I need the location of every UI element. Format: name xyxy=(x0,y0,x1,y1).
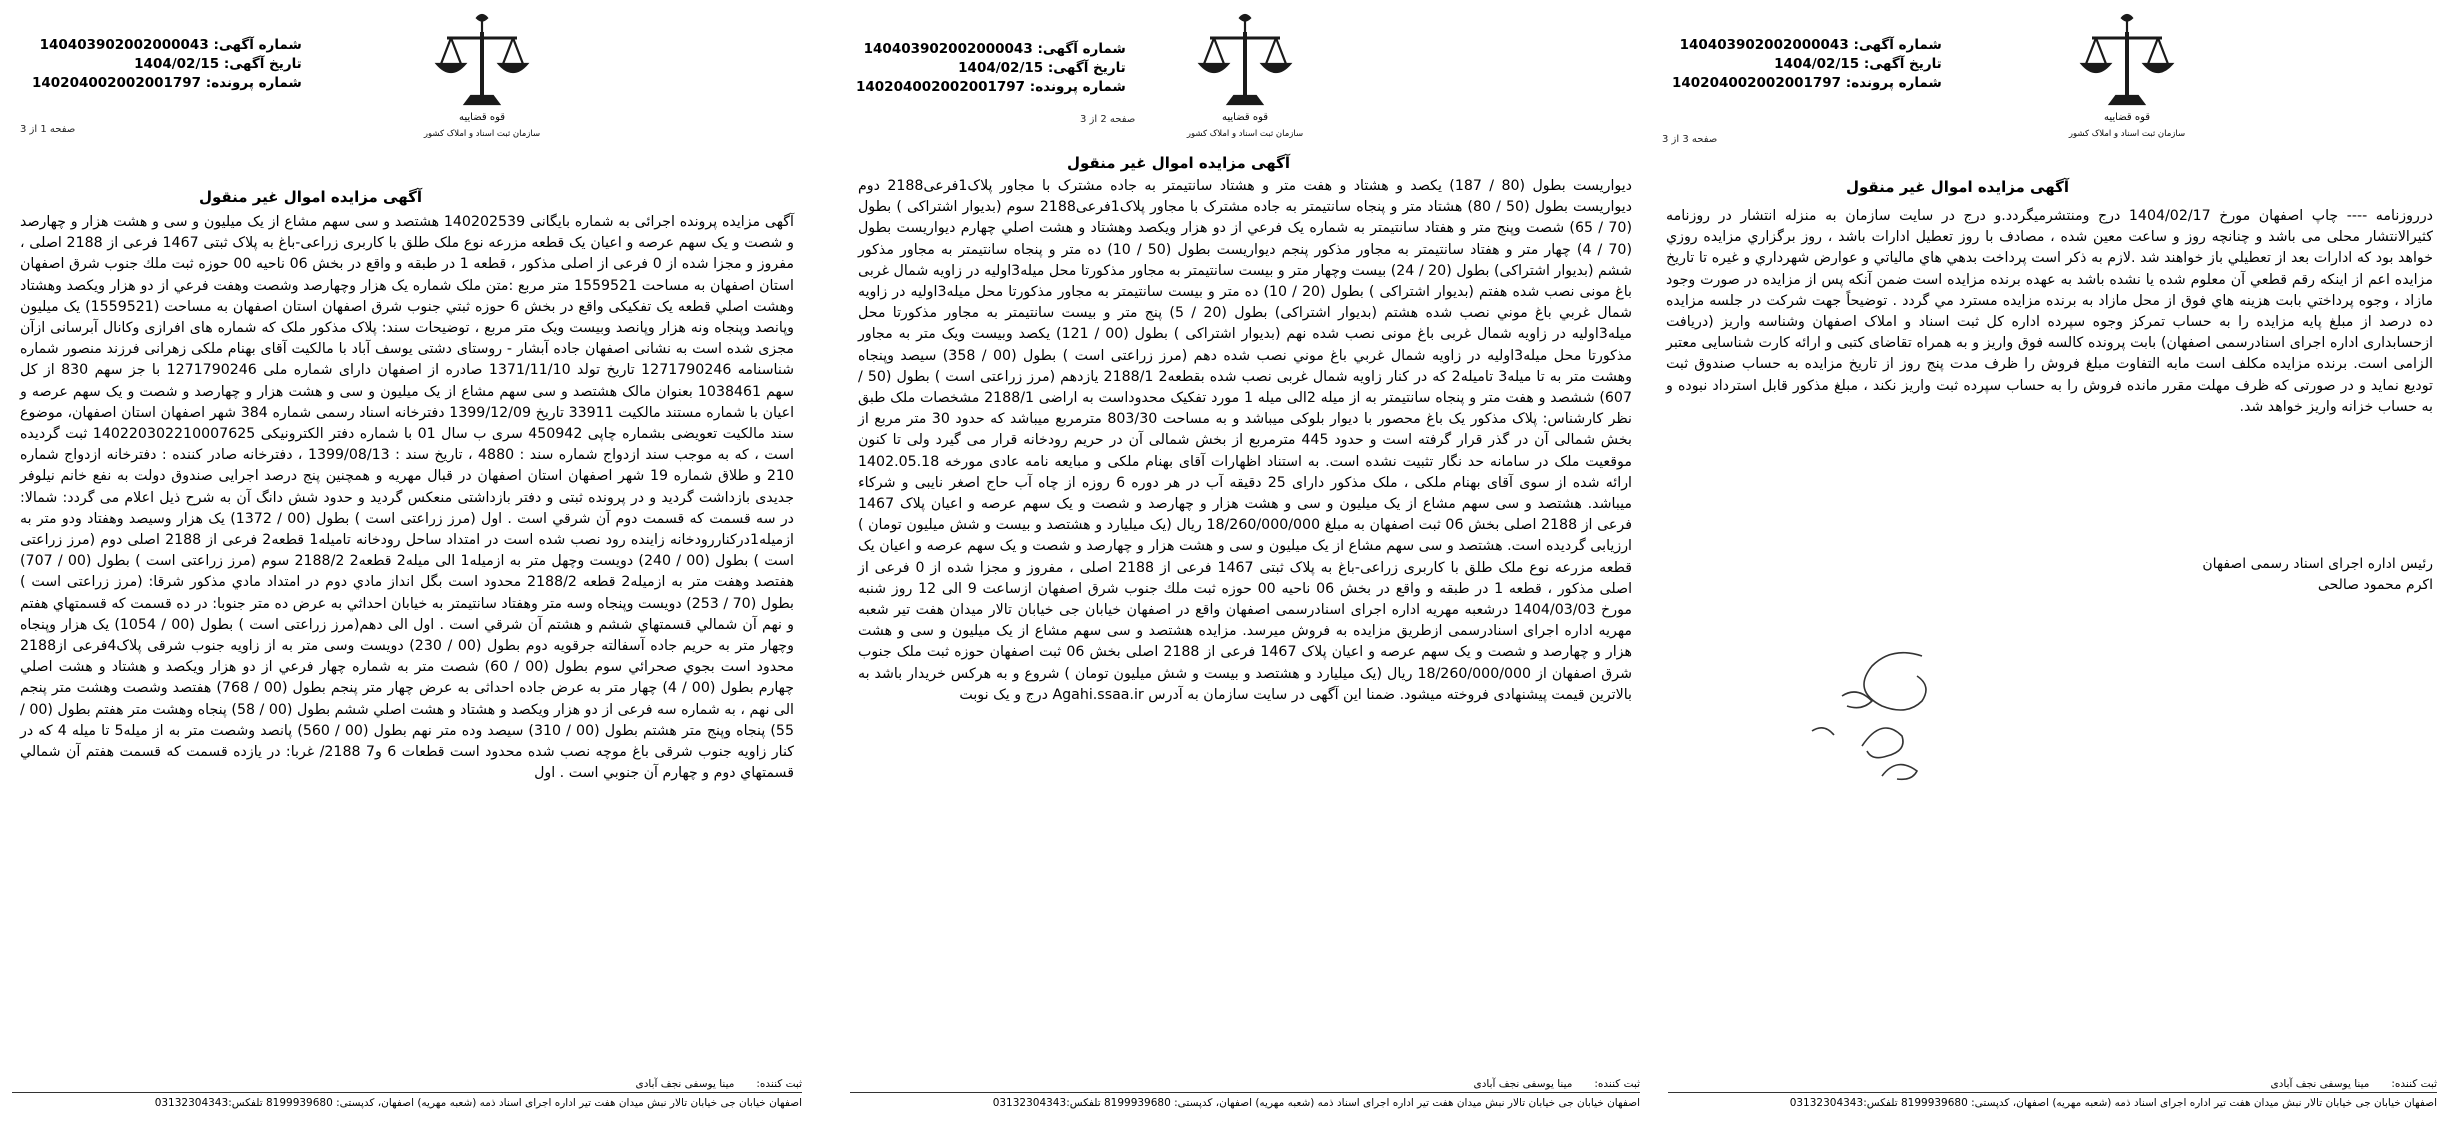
signatory-name: اکرم محمود صالحی xyxy=(2317,577,2433,593)
handwritten-signature xyxy=(1802,636,1972,786)
signatory xyxy=(2202,554,2433,596)
ad-page-2 xyxy=(850,6,1640,1126)
ad-date: 1404/02/15 xyxy=(134,56,220,72)
ad-body: دیواریست بطول (80 / 187) یکصد و هشتاد و هفت متر و هشتاد سانتیمتر به جاده مشترک با مجاور پلاک1فرعی2188 دوم دیواریست بطول (50 / 80) هشتاد متر و پنجاه سانتیمتر به جاده مشترک با مجاور پلاک1فرعی2188 سوم (بدیوار اشتراکی ) بطول (70 / 65) شصت وپنج متر و هفتاد سانتیمتر به شماره یک فرعي از دو هزار ويكصد وهشتاد و هشت اصلي چهارم دیواریست بطول (70 / 4) چهار متر و هفتاد سانتیمتر به مجاور مذکور پنجم دیواریست بطول (50 / 10) ده متر و پنجاه سانتیمتر به مجاور مذکور ششم (بدیوار اشتراکی) بطول (20 / 24) بیست وچهار متر و بیست سانتیمتر به مجاور مذکورتا محل میله3اولیه در زاویه شمال غربی باغ مونی نصب شده هفتم (بدیوار اشتراکی ) بطول (20 / 10) ده متر و بیست سانتیمتر به مجاور مذکورتا محل میله3اولیه در زاویه شمال غربي باغ موني نصب شده هشتم (بدیوار اشتراکی) بطول (20 / 5) پنج متر و بیست سانتیمتر به مجاور مذکورتا محل میله3اولیه در زاویه شمال غربی باغ مونی نصب شده نهم (بدیوار اشتراکی ) بطول (00 / 121) یکصد وبیست ویک متر به مجاور مذکورتا محل میله3اولیه در زاویه شمال غربي باغ موني نصب شده دهم (مرز زراعتی است ) بطول (00 / 358) سیصد وپنجاه وهشت متر به تا میله3 تامیله2 که در کنار زاویه شمال غربی نصب شده بقطعه2 2188/1 یازدهم (مرز زراعتی است ) بطول (50 / 607) ششصد و هفت متر و پنجاه سانتیمتر به از میله 2الی میله 1 مورد تفکیک محدوداست به اراضی 2188/1 مشخصات ملک طبق نظر کارشناس: پلاک مذکور یک باغ محصور با دیوار بلوکی میباشد و به مساحت 803/30 مترمربع میباشد که حدود 30 متر مربع از بخش شمالی آن در گذر قرار گرفته است و حدود 445 مترمربع از بخش شمالی آن در حریم رودخانه قرار می گیرد ولی تا کنون موقعیت ملک در سامانه حد نگار تثبیت نشده است. به استناد اظهارات آقای بهنام ملکی و مبایعه نامه عادی مورخه 1402.05.18 ارائه شده از سوی آقای بهنام ملکی ، ملک مذکور دارای 25 دقیقه آب در هر دوره 6 روزه از چاه آب حاج اصغر نایبی و شرکاء میباشد. هشتصد و سی سهم مشاع از یک میلیون و سی و هشت هزار و چهارصد و شصت و یک سهم عرصه و اعیان پلاک 1467 فرعی از 2188 اصلی بخش 06 ثبت اصفهان به مبلغ 18/260/000/000 ریال (یک میلیارد و هشتصد و بیست و شش میلیون تومان ) ارزیابی گردیده است. هشتصد و سی سهم مشاع از یک میلیون و سی و هشت هزار و چهارصد و شصت و یک سهم عرصه و اعیان یک قطعه مزرعه نوع ملک طلق با کاربری زراعی-باغ به پلاک ثبتی 1467 فرعی از 2188 اصلی ، مفروز و مجزا شده از 0 فرعی از اصلی مذکور ، قطعه 1 در طبقه و واقع در بخش 06 ناحیه 00 حوزه ثبت ملك جنوب شرق اصفهان ازساعت 9 الی 12 روز شنبه مورخ 1404/03/03 درشعبه مهریه اداره اجرای اسنادرسمی اصفهان واقع در اصفهان خیابان جی خیابان تالار میدان هفت تیر شعبه مهریه اداره اجرای اسنادرسمی ازطریق مزایده به فروش میرسد. مزایده هشتصد و سی سهم مشاع از یک میلیون و سی و هشت هزار و چهارصد و شصت و یک سهم عرصه و اعیان پلاک 1467 فرعی از 2188 اصلی بخش 06 ثبت اصفهان حوزه ثبت ملک جنوب شرق اصفهان از 18/260/000/000 ریال (یک میلیارد و هشتصد و بیست و شش میلیون تومان ) شروع و به هرکس خریدار باشد به بالاترین قیمت پیشنهادی فروخته میشود. ضمنا این آگهی در سایت سازمان به آدرس Agahi.ssaa.ir درج و یک نوبت xyxy=(858,178,1633,703)
file-number-label: شماره پرونده: xyxy=(205,75,302,91)
page-number: صفحه 1 از 3 xyxy=(20,124,76,135)
ad-date-label: تاریخ آگهی: xyxy=(1863,56,1942,72)
ad-body: آگهی مزایده پرونده اجرائی به شماره بایگانی 140202539 هشتصد و سی سهم مشاع از یک میلیون و سی و هشت هزار و چهارصد و شصت و یک سهم عرصه و اعیان یک قطعه مزرعه نوع ملک طلق با کاربری زراعی-باغ به پلاک ثبتی 1467 فرعی از 2188 اصلی ، مفروز و مجزا شده از 0 فرعی از اصلی مذکور ، قطعه 1 در طبقه و واقع در بخش 06 ناحیه 00 حوزه ثبت ملك جنوب شرق اصفهان استان اصفهان به مساحت 1559521 متر مربع :متن ملک شماره یک هزار وچهارصد وشصت وهفت فرعي از دو هزار ويكصد وهشتاد وهشت اصلي قطعه یک تفکیکی واقع در بخش 6 حوزه ثبتي جنوب شرق اصفهان استان اصفهان به مساحت (1559521) یک میلیون وپانصد وپنجاه ونه هزار وپانصد وبیست ویک متر مربع ، توضیحات سند: پلاک مذکور ملک که شماره های افرازی وکانال آبرسانی ازآن مجزی شده است به نشانی اصفهان جاده آبشار - روستای دشتی یوسف آباد با مالکیت آقای بهنام ملکی زهرانی فرزند منصور شماره شناسنامه 1271790246 تاریخ تولد 1371/11/10 صادره از اصفهان دارای شماره ملی 1271790246 با جز سهم 830 از کل سهم 1038461 بعنوان مالک هشتصد و سی سهم مشاع از یک میلیون و سی و هشت هزار و چهارصد و شصت و یک سهم عرصه و اعیان با شماره مستند مالکیت 33911 تاریخ 1399/12/09 دفترخانه اسناد رسمی شماره 384 شهر اصفهان استان اصفهان، موضوع سند مالکیت تعویضی بشماره چاپی 450942 سری ب سال 01 با شماره دفتر الکترونیکی 140220302210007625 ثبت گردیده است ، که به موجب سند ازدواج شماره سند : 4880 ، تاریخ سند : 1399/08/13 ، دفترخانه صادر کننده : دفترخانه ازدواج شماره 210 و طلاق شماره 19 شهر اصفهان استان اصفهان در قبال مهریه و همچنین پنج درصد اجرایی صندوق دولت به نفع خانم نیلوفر جدیدی بازداشت گردید و در پرونده ثبتی و دفتر بازداشتی منعکس گردید و حدود شش دانگ آن به شرح ذیل اعلام می گردد: شمالا: در سه قسمت که قسمت دوم آن شرقي است . اول (مرز زراعتی است ) بطول (00 / 1372) یک هزار وسیصد وهفتاد ودو متر به ازمیله1درکناررودخانه زاینده رود نصب شده است در امتداد ساحل رودخانه تامیله1 قطعه2 فرعی از 2188 اصلی دوم (مرز زراعتی است ) بطول (00 / 240) دویست وچهل متر به ازمیله1 الی میله2 قطعه2 2188/2 سوم (مرز زراعتی است ) بطول (00 / 707) هفتصد وهفت متر به ازمیله2 قطعه 2188/2 محدود است بگل انداز مادي دوم در امتداد مادي مذكور شرقا: (مرز زراعتی است ) بطول (70 / 253) دویست وپنجاه وسه متر وهفتاد سانتیمتر به خیابان احداثي به عرض ده متر جنوبا: در ده قسمت كه قسمتهاي هفتم و نهم آن شمالي قسمتهاي ششم و هشتم آن شرقي است . اول الی دهم(مرز زراعتی است ) بطول (00 / 1054) یک هزار وپنجاه وچهار متر به حریم جاده آسفالته جرقویه دوم بطول (00 / 230) دویست وسی متر به از زاویه جنوب شرقی پلاک4فرعی از2188 محدود است بجوي صحرائي سوم بطول (00 / 60) شصت متر به شماره چهار فرعي از دو هزار ويكصد و هشتاد و هشت اصلي چهارم بطول (00 / 4) چهار متر به عرض جاده احداثی به عرض چهار متر پنجم بطول (00 / 768) هفتصد وشصت وهشت متر پنجم الی نهم ، به شماره سه فرعی از دو هزار ويكصد و هشتاد و هشت اصلي ششم بطول (00 / 58) پنجاه وهشت متر هفتم بطول (00 / 55) پنجاه وپنج متر هشتم بطول (00 / 310) سیصد وده متر نهم بطول (00 / 560) پانصد وشصت متر به از میله5 تا میله 4 که در کنار زاویه جنوب شرقی باغ موچه نصب شده محدود است قطعات 6 و7 2188/ غربا: در يازده قسمت كه قسمت هفتم آن شمالي قسمتهاي دوم و چهارم آن جنوبي است . اول xyxy=(20,214,795,782)
ad-date: 1404/02/15 xyxy=(958,60,1044,76)
registrar-name: مینا یوسفی نجف آبادی xyxy=(1473,1078,1573,1090)
office-address: اصفهان خیابان جی خیابان تالار نبش میدان هفت تیر اداره اجرای اسناد ذمه (شعبه مهریه) اصفهان، کدپستی: 8199939680 تلفکس:03132304343 xyxy=(850,1092,1640,1111)
ad-title: آگهی مزایده اموال غیر منقول xyxy=(1845,178,2069,196)
ad-number-label: شماره آگهی: xyxy=(213,37,302,53)
page-number: صفحه 3 از 3 xyxy=(1662,134,1718,145)
file-number-label: شماره پرونده: xyxy=(1845,75,1942,91)
registrar-name: مینا یوسفی نجف آبادی xyxy=(635,1078,735,1090)
registrar-name: مینا یوسفی نجف آبادی xyxy=(2270,1078,2370,1090)
judiciary-emblem-icon xyxy=(1180,12,1310,142)
svg-text:قوه قضاییه: قوه قضاییه xyxy=(458,112,506,123)
file-number: 140204002002001797 xyxy=(32,75,202,91)
ad-number-label: شماره آگهی: xyxy=(1853,37,1942,53)
registrar-label: ثبت کننده: xyxy=(756,1078,802,1090)
ad-number-label: شماره آگهی: xyxy=(1037,41,1126,57)
ad-body: درروزنامه ---- چاپ اصفهان مورخ 1404/02/17 درج ومنتشرمیگردد.و درج در سایت سازمان به منزله انتشار در روزنامه کثیرالانتشار محلی می باشد و چنانچه روز و ساعت معین شده ، مصادف با روز تعطیل ادارات باشد ، روز برگزاري مزايده روزي خواهد بود كه ادارات بعد از تعطیلي باز خواهند شد .لازم به ذكر است پرداخت بدهي هاي مالیاتي و عوارض شهرداري و غیره تا تاريخ مزايده اعم از اينكه رقم قطعي آن معلوم شده يا نشده باشد به عهده برنده مزايده است ضمن آنكه پس از مزايده در صورت وجود مازاد ، وجوه پرداختي بابت هزينه هاي فوق از محل مازاد به برنده مزايده مسترد مي گردد . توضیحاً جهت شرکت در جلسه مزایده ده درصد از مبلغ پایه مزایده را به حساب تمرکز وجوه سپرده اداره کل ثبت اسناد و املاک اصفهان وشناسه واریز (دریافت ازحسابداری اداره اجرای اسنادرسمی اصفهان) بابت پرونده کالسه فوق واریز و به همراه تقاضای کتبی و ارائه کارت شناسایی معتبر الزامی است. برنده مزایده مکلف است مابه التفاوت مبلغ فروش را ظرف مدت پنج روز از تاریخ مزایده به حساب صندوق ثبت تودیع نماید و در صورتی که ظرف مهلت مقرر مانده فروش را به حساب سپرده ثبت واریز نکند ، مبلغ مذکور قابل استرداد نبوده و به حساب خزانه واریز خواهد شد. xyxy=(1666,208,2433,415)
registrar-label: ثبت کننده: xyxy=(2391,1078,2437,1090)
ad-number: 140403902002000043 xyxy=(1679,37,1849,53)
signatory-title: رئیس اداره اجرای اسناد رسمی اصفهان xyxy=(2202,556,2433,572)
office-address: اصفهان خیابان جی خیابان تالار نبش میدان هفت تیر اداره اجرای اسناد ذمه (شعبه مهریه) اصفهان، کدپستی: 8199939680 تلفکس:03132304343 xyxy=(1668,1092,2437,1111)
svg-text:قوه قضاییه: قوه قضاییه xyxy=(1221,112,1269,123)
svg-text:قوه قضاییه: قوه قضاییه xyxy=(2103,112,2151,123)
judiciary-emblem-icon xyxy=(417,12,547,142)
ad-meta xyxy=(1672,36,1942,93)
ad-meta xyxy=(856,40,1126,97)
registrar-label: ثبت کننده: xyxy=(1594,1078,1640,1090)
ad-page-3 xyxy=(1662,6,2447,1126)
svg-text:سازمان ثبت اسناد و املاک کشور: سازمان ثبت اسناد و املاک کشور xyxy=(1186,129,1304,139)
svg-text:سازمان ثبت اسناد و املاک کشور: سازمان ثبت اسناد و املاک کشور xyxy=(2068,129,2186,139)
ad-page-1 xyxy=(12,6,802,1126)
ad-number: 140403902002000043 xyxy=(39,37,209,53)
ad-number: 140403902002000043 xyxy=(863,41,1033,57)
ad-meta xyxy=(32,36,302,93)
svg-text:سازمان ثبت اسناد و املاک کشور: سازمان ثبت اسناد و املاک کشور xyxy=(423,129,541,139)
ad-date-label: تاریخ آگهی: xyxy=(1047,60,1126,76)
ad-date-label: تاریخ آگهی: xyxy=(223,56,302,72)
file-number: 140204002002001797 xyxy=(1672,75,1842,91)
page-number: صفحه 2 از 3 xyxy=(1080,114,1136,125)
ad-title: آگهی مزایده اموال غیر منقول xyxy=(1066,154,1290,172)
judiciary-emblem-icon xyxy=(2062,12,2192,142)
ad-footer xyxy=(1668,1076,2437,1111)
office-address: اصفهان خیابان جی خیابان تالار نبش میدان هفت تیر اداره اجرای اسناد ذمه (شعبه مهریه) اصفهان، کدپستی: 8199939680 تلفکس:03132304343 xyxy=(12,1092,802,1111)
ad-footer xyxy=(850,1076,1640,1111)
ad-date: 1404/02/15 xyxy=(1774,56,1860,72)
ad-title: آگهی مزایده اموال غیر منقول xyxy=(198,188,422,206)
file-number-label: شماره پرونده: xyxy=(1029,79,1126,95)
ad-footer xyxy=(12,1076,802,1111)
file-number: 140204002002001797 xyxy=(856,79,1026,95)
